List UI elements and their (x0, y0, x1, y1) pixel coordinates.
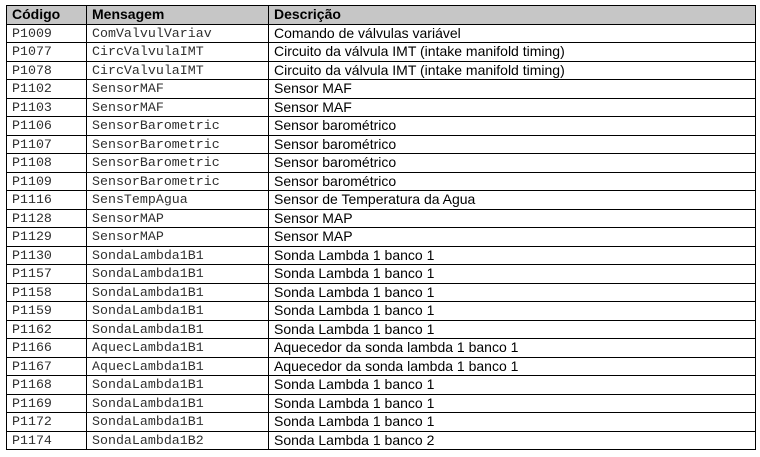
diagnostic-codes-table (6, 5, 756, 450)
cell-message: SondaLambda1B1 (87, 246, 269, 265)
cell-description: Sonda Lambda 1 banco 1 (269, 302, 756, 321)
cell-message: CircValvulaIMT (87, 43, 269, 62)
table-row (7, 172, 756, 191)
cell-message: SondaLambda1B1 (87, 320, 269, 339)
table-row (7, 191, 756, 210)
cell-description: Sensor MAP (269, 209, 756, 228)
cell-code: P1130 (7, 246, 87, 265)
table-row (7, 413, 756, 432)
cell-message: SensorMAP (87, 228, 269, 247)
cell-message: SondaLambda1B1 (87, 394, 269, 413)
cell-description: Circuito da válvula IMT (intake manifold timing) (269, 43, 756, 62)
cell-description: Sonda Lambda 1 banco 1 (269, 394, 756, 413)
cell-message: SensorBarometric (87, 135, 269, 154)
cell-code: P1159 (7, 302, 87, 321)
table-row (7, 339, 756, 358)
cell-code: P1174 (7, 431, 87, 450)
cell-code: P1077 (7, 43, 87, 62)
cell-description: Sensor barométrico (269, 154, 756, 173)
cell-code: P1128 (7, 209, 87, 228)
cell-description: Sensor MAF (269, 98, 756, 117)
cell-message: SondaLambda1B1 (87, 265, 269, 284)
cell-message: SondaLambda1B1 (87, 302, 269, 321)
cell-description: Sensor barométrico (269, 117, 756, 136)
table-row (7, 80, 756, 99)
cell-message: SondaLambda1B1 (87, 283, 269, 302)
cell-code: P1158 (7, 283, 87, 302)
cell-message: SondaLambda1B1 (87, 376, 269, 395)
cell-code: P1078 (7, 61, 87, 80)
table-row (7, 431, 756, 450)
table-row (7, 117, 756, 136)
cell-message: SensorBarometric (87, 172, 269, 191)
cell-description: Sonda Lambda 1 banco 1 (269, 246, 756, 265)
cell-code: P1129 (7, 228, 87, 247)
cell-description: Sonda Lambda 1 banco 1 (269, 283, 756, 302)
cell-code: P1108 (7, 154, 87, 173)
cell-description: Aquecedor da sonda lambda 1 banco 1 (269, 357, 756, 376)
cell-description: Sensor de Temperatura da Agua (269, 191, 756, 210)
cell-message: AquecLambda1B1 (87, 339, 269, 358)
cell-message: SensorMAF (87, 80, 269, 99)
header-codigo: Código (7, 6, 87, 25)
cell-code: P1109 (7, 172, 87, 191)
cell-code: P1103 (7, 98, 87, 117)
cell-message: SensorBarometric (87, 117, 269, 136)
cell-description: Sonda Lambda 1 banco 1 (269, 320, 756, 339)
cell-message: SensorMAF (87, 98, 269, 117)
cell-code: P1168 (7, 376, 87, 395)
cell-message: SondaLambda1B2 (87, 431, 269, 450)
table-row (7, 320, 756, 339)
cell-description: Sensor MAF (269, 80, 756, 99)
cell-message: CircValvulaIMT (87, 61, 269, 80)
table-body (7, 24, 756, 450)
table-row (7, 376, 756, 395)
table-row (7, 24, 756, 43)
cell-message: SondaLambda1B1 (87, 413, 269, 432)
cell-description: Sonda Lambda 1 banco 1 (269, 376, 756, 395)
table-row (7, 246, 756, 265)
table-row (7, 228, 756, 247)
table-header-row (7, 6, 756, 25)
table-row (7, 394, 756, 413)
table-row (7, 98, 756, 117)
table-row (7, 357, 756, 376)
cell-message: SensTempAgua (87, 191, 269, 210)
cell-code: P1009 (7, 24, 87, 43)
cell-message: SensorBarometric (87, 154, 269, 173)
table-row (7, 302, 756, 321)
cell-description: Sensor MAP (269, 228, 756, 247)
cell-message: ComValvulVariav (87, 24, 269, 43)
table-row (7, 61, 756, 80)
cell-description: Sonda Lambda 1 banco 1 (269, 413, 756, 432)
cell-message: SensorMAP (87, 209, 269, 228)
table-row (7, 283, 756, 302)
cell-code: P1167 (7, 357, 87, 376)
cell-description: Sonda Lambda 1 banco 2 (269, 431, 756, 450)
cell-code: P1102 (7, 80, 87, 99)
cell-code: P1166 (7, 339, 87, 358)
table-row (7, 154, 756, 173)
cell-message: AquecLambda1B1 (87, 357, 269, 376)
table-row (7, 265, 756, 284)
cell-code: P1169 (7, 394, 87, 413)
cell-description: Comando de válvulas variável (269, 24, 756, 43)
cell-code: P1157 (7, 265, 87, 284)
cell-code: P1107 (7, 135, 87, 154)
cell-description: Aquecedor da sonda lambda 1 banco 1 (269, 339, 756, 358)
table-row (7, 43, 756, 62)
cell-code: P1172 (7, 413, 87, 432)
cell-code: P1106 (7, 117, 87, 136)
cell-description: Sonda Lambda 1 banco 1 (269, 265, 756, 284)
cell-description: Sensor barométrico (269, 135, 756, 154)
table-row (7, 209, 756, 228)
table-row (7, 135, 756, 154)
cell-description: Circuito da válvula IMT (intake manifold timing) (269, 61, 756, 80)
header-mensagem: Mensagem (87, 6, 269, 25)
cell-description: Sensor barométrico (269, 172, 756, 191)
cell-code: P1162 (7, 320, 87, 339)
cell-code: P1116 (7, 191, 87, 210)
header-descricao: Descrição (269, 6, 756, 25)
